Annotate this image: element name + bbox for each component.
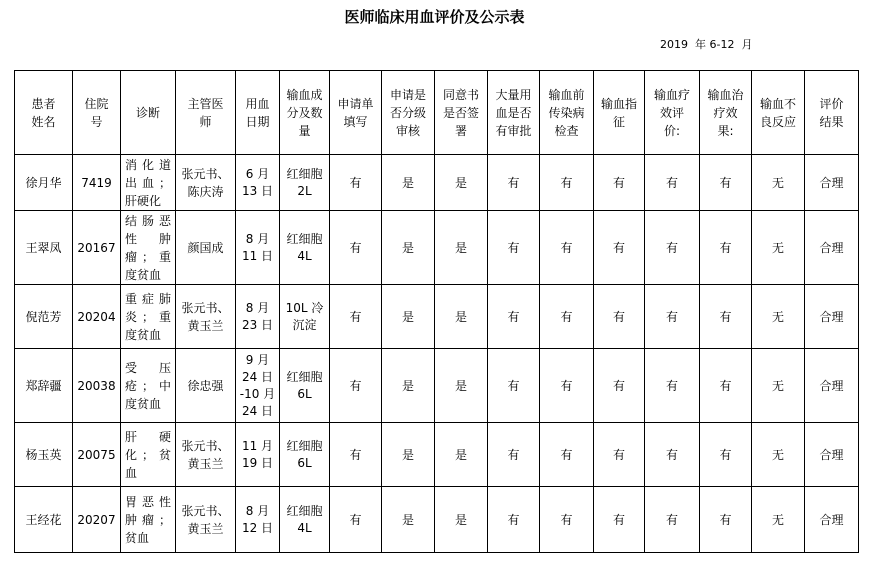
patient-name-cell: 王翠凤 <box>15 211 73 285</box>
column-header: 患者 姓名 <box>15 71 73 155</box>
graded-review-cell: 是 <box>382 487 435 553</box>
infection-test-cell: 有 <box>540 423 594 487</box>
evaluation-result-cell: 合理 <box>805 349 859 423</box>
massive-approval-cell: 有 <box>488 211 540 285</box>
admission-number-cell: 20038 <box>73 349 121 423</box>
efficacy-evaluation-cell: 有 <box>645 155 700 211</box>
efficacy-result-cell: 有 <box>700 487 752 553</box>
efficacy-evaluation-cell: 有 <box>645 285 700 349</box>
consent-signed-cell: 是 <box>435 285 488 349</box>
infection-test-cell: 有 <box>540 155 594 211</box>
admission-number-cell: 20167 <box>73 211 121 285</box>
attending-doctor-cell: 张元书、黄玉兰 <box>176 285 236 349</box>
efficacy-result-cell: 有 <box>700 423 752 487</box>
diagnosis-cell: 肝硬化；贫血 <box>121 423 176 487</box>
column-header: 输血疗 效评 价: <box>645 71 700 155</box>
adverse-reaction-cell: 无 <box>752 155 805 211</box>
admission-number-cell: 20204 <box>73 285 121 349</box>
table-row <box>15 487 859 553</box>
transfusion-date-cell: 8 月 23 日 <box>236 285 280 349</box>
diagnosis-cell: 重症肺炎；重度贫血 <box>121 285 176 349</box>
table-row <box>15 285 859 349</box>
efficacy-evaluation-cell: 有 <box>645 423 700 487</box>
massive-approval-cell: 有 <box>488 155 540 211</box>
attending-doctor-cell: 颜国成 <box>176 211 236 285</box>
consent-signed-cell: 是 <box>435 487 488 553</box>
table-row <box>15 423 859 487</box>
column-header: 评价 结果 <box>805 71 859 155</box>
consent-signed-cell: 是 <box>435 155 488 211</box>
attending-doctor-cell: 张元书、陈庆涛 <box>176 155 236 211</box>
adverse-reaction-cell: 无 <box>752 423 805 487</box>
table-body <box>15 155 859 553</box>
infection-test-cell: 有 <box>540 211 594 285</box>
column-header: 申请是 否分级 审核 <box>382 71 435 155</box>
transfusion-indication-cell: 有 <box>594 423 645 487</box>
adverse-reaction-cell: 无 <box>752 211 805 285</box>
massive-approval-cell: 有 <box>488 487 540 553</box>
admission-number-cell: 20075 <box>73 423 121 487</box>
diagnosis-cell: 消化道出血；肝硬化 <box>121 155 176 211</box>
graded-review-cell: 是 <box>382 155 435 211</box>
massive-approval-cell: 有 <box>488 349 540 423</box>
graded-review-cell: 是 <box>382 423 435 487</box>
evaluation-result-cell: 合理 <box>805 155 859 211</box>
infection-test-cell: 有 <box>540 285 594 349</box>
patient-name-cell: 倪范芳 <box>15 285 73 349</box>
graded-review-cell: 是 <box>382 285 435 349</box>
component-amount-cell: 红细胞 4L <box>280 211 330 285</box>
blood-use-table <box>14 70 859 553</box>
column-header: 主管医 师 <box>176 71 236 155</box>
patient-name-cell: 徐月华 <box>15 155 73 211</box>
diagnosis-cell: 受压疮；中度贫血 <box>121 349 176 423</box>
diagnosis-cell: 结肠恶性肿瘤；重度贫血 <box>121 211 176 285</box>
transfusion-indication-cell: 有 <box>594 155 645 211</box>
transfusion-indication-cell: 有 <box>594 349 645 423</box>
transfusion-date-cell: 6 月 13 日 <box>236 155 280 211</box>
component-amount-cell: 红细胞 4L <box>280 487 330 553</box>
massive-approval-cell: 有 <box>488 423 540 487</box>
column-header: 同意书 是否签 署 <box>435 71 488 155</box>
efficacy-evaluation-cell: 有 <box>645 487 700 553</box>
patient-name-cell: 杨玉英 <box>15 423 73 487</box>
transfusion-date-cell: 11 月 19 日 <box>236 423 280 487</box>
efficacy-result-cell: 有 <box>700 211 752 285</box>
efficacy-result-cell: 有 <box>700 285 752 349</box>
header-row <box>15 71 859 155</box>
attending-doctor-cell: 张元书、黄玉兰 <box>176 423 236 487</box>
column-header: 输血前 传染病 检查 <box>540 71 594 155</box>
graded-review-cell: 是 <box>382 349 435 423</box>
application-form-cell: 有 <box>330 349 382 423</box>
transfusion-indication-cell: 有 <box>594 487 645 553</box>
infection-test-cell: 有 <box>540 349 594 423</box>
diagnosis-cell: 胃恶性肿瘤；贫血 <box>121 487 176 553</box>
column-header: 申请单 填写 <box>330 71 382 155</box>
report-date: 2019 年 6-12 月 <box>660 38 753 51</box>
column-header: 输血不 良反应 <box>752 71 805 155</box>
graded-review-cell: 是 <box>382 211 435 285</box>
admission-number-cell: 20207 <box>73 487 121 553</box>
component-amount-cell: 红细胞 6L <box>280 349 330 423</box>
efficacy-result-cell: 有 <box>700 155 752 211</box>
transfusion-indication-cell: 有 <box>594 285 645 349</box>
consent-signed-cell: 是 <box>435 349 488 423</box>
application-form-cell: 有 <box>330 487 382 553</box>
application-form-cell: 有 <box>330 285 382 349</box>
adverse-reaction-cell: 无 <box>752 487 805 553</box>
attending-doctor-cell: 徐忠强 <box>176 349 236 423</box>
efficacy-evaluation-cell: 有 <box>645 211 700 285</box>
efficacy-result-cell: 有 <box>700 349 752 423</box>
evaluation-result-cell: 合理 <box>805 423 859 487</box>
table-row <box>15 155 859 211</box>
column-header: 输血治 疗效 果: <box>700 71 752 155</box>
evaluation-result-cell: 合理 <box>805 487 859 553</box>
patient-name-cell: 郑辞疆 <box>15 349 73 423</box>
application-form-cell: 有 <box>330 211 382 285</box>
table-row <box>15 349 859 423</box>
admission-number-cell: 7419 <box>73 155 121 211</box>
component-amount-cell: 红细胞 6L <box>280 423 330 487</box>
transfusion-indication-cell: 有 <box>594 211 645 285</box>
patient-name-cell: 王经花 <box>15 487 73 553</box>
component-amount-cell: 红细胞 2L <box>280 155 330 211</box>
transfusion-date-cell: 8 月 12 日 <box>236 487 280 553</box>
consent-signed-cell: 是 <box>435 423 488 487</box>
transfusion-date-cell: 9 月 24 日 -10 月 24 日 <box>236 349 280 423</box>
column-header: 用血 日期 <box>236 71 280 155</box>
evaluation-result-cell: 合理 <box>805 285 859 349</box>
consent-signed-cell: 是 <box>435 211 488 285</box>
evaluation-result-cell: 合理 <box>805 211 859 285</box>
column-header: 诊断 <box>121 71 176 155</box>
massive-approval-cell: 有 <box>488 285 540 349</box>
column-header: 住院 号 <box>73 71 121 155</box>
table-row <box>15 211 859 285</box>
infection-test-cell: 有 <box>540 487 594 553</box>
column-header: 大量用 血是否 有审批 <box>488 71 540 155</box>
application-form-cell: 有 <box>330 423 382 487</box>
page-title: 医师临床用血评价及公示表 <box>344 8 525 26</box>
application-form-cell: 有 <box>330 155 382 211</box>
column-header: 输血指 征 <box>594 71 645 155</box>
transfusion-date-cell: 8 月 11 日 <box>236 211 280 285</box>
component-amount-cell: 10L 冷 沉淀 <box>280 285 330 349</box>
efficacy-evaluation-cell: 有 <box>645 349 700 423</box>
column-header: 输血成 分及数 量 <box>280 71 330 155</box>
adverse-reaction-cell: 无 <box>752 285 805 349</box>
adverse-reaction-cell: 无 <box>752 349 805 423</box>
attending-doctor-cell: 张元书、黄玉兰 <box>176 487 236 553</box>
